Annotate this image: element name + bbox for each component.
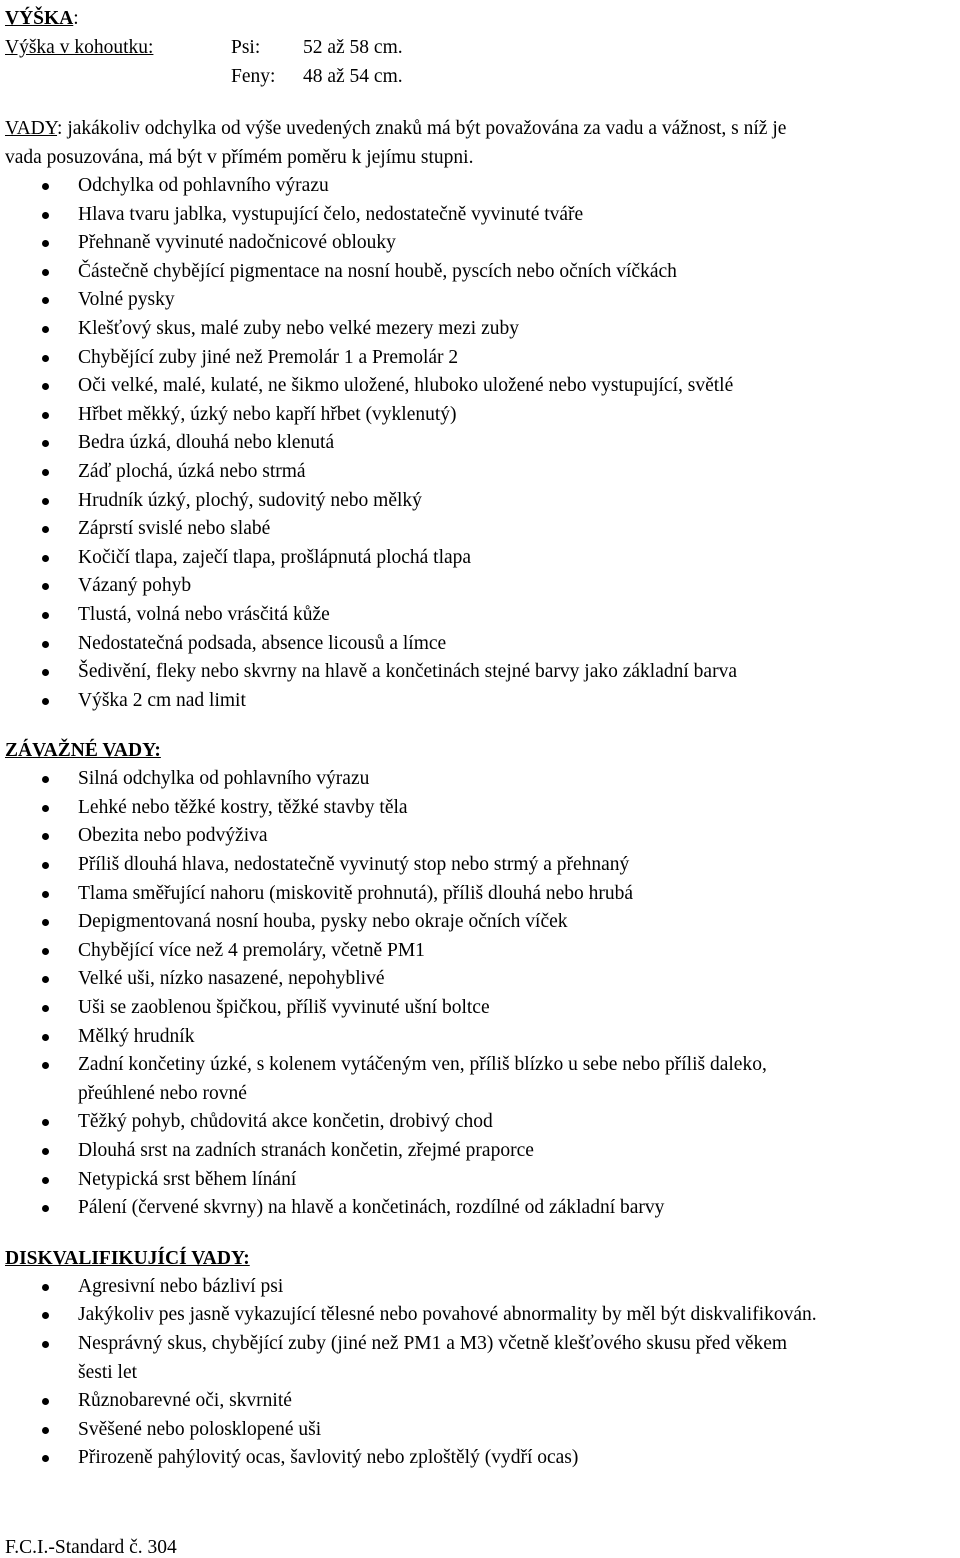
list-item — [5, 937, 960, 966]
list-item — [5, 851, 960, 880]
list-item — [5, 458, 960, 487]
bullet-icon — [42, 412, 49, 419]
bullet-icon — [42, 1119, 49, 1126]
bullet-icon — [42, 948, 49, 955]
list-item — [5, 372, 960, 401]
list-item — [5, 572, 960, 601]
list-item-text: Silná odchylka od pohlavního výrazu — [78, 768, 370, 790]
list-item-text: Příliš dlouhá hlava, nedostatečně vyvinutý stop nebo strmý a přehnaný — [78, 854, 630, 876]
bullet-icon — [42, 1312, 49, 1319]
bullet-icon — [42, 269, 49, 276]
list-item-text: Svěšené nebo polosklopené uši — [78, 1418, 322, 1440]
bullet-icon — [42, 641, 49, 648]
list-item-text: Těžký pohyb, chůdovitá akce končetin, drobivý chod — [78, 1111, 493, 1133]
list-item-text: Agresivní nebo bázliví psi — [78, 1275, 284, 1297]
disqualifying-faults-list — [5, 1273, 960, 1473]
bullet-icon — [42, 212, 49, 219]
document-page — [5, 4, 960, 1473]
bullet-icon — [42, 1005, 49, 1012]
list-item-text: Hřbet měkký, úzký nebo kapří hřbet (vyklenutý) — [78, 403, 457, 425]
faults-heading: VADY — [5, 118, 58, 139]
list-item — [5, 258, 960, 287]
bullet-icon — [42, 1427, 49, 1434]
list-item — [5, 765, 960, 794]
bullet-icon — [42, 498, 49, 505]
list-item — [5, 1273, 960, 1302]
bullet-icon — [42, 698, 49, 705]
list-item-text: Jakýkoliv pes jasně vykazující tělesné nebo povahové abnormality by měl být diskvalifikován. — [78, 1304, 817, 1326]
list-item-text: Přirozeně pahýlovitý ocas, šavlovitý nebo zploštělý (vydří ocas) — [78, 1447, 579, 1469]
height-label: Výška v kohoutku: — [5, 37, 154, 58]
list-item-text: Částečně chybějící pigmentace na nosní houbě, pyscích nebo očních víčkách — [78, 260, 677, 282]
height-heading-colon: : — [73, 8, 79, 29]
bullet-icon — [42, 891, 49, 898]
bullet-icon — [42, 355, 49, 362]
list-item-text: Pálení (červené skvrny) na hlavě a končetinách, rozdílné od základní barvy — [78, 1197, 665, 1219]
list-item-text: Nesprávný skus, chybějící zuby (jiné než PM1 a M3) včetně klešťového skusu před věkem — [78, 1332, 788, 1354]
bullet-icon — [42, 469, 49, 476]
list-item-text: přeúhlené nebo rovné — [78, 1082, 247, 1104]
bullet-icon — [42, 440, 49, 447]
list-item — [5, 487, 960, 516]
bullet-icon — [42, 1034, 49, 1041]
bullet-icon — [42, 183, 49, 190]
list-item-text: Dlouhá srst na zadních stranách končetin, zřejmé praporce — [78, 1140, 534, 1161]
list-item — [5, 201, 960, 230]
bullet-icon — [42, 383, 49, 390]
list-item-text: šesti let — [78, 1361, 138, 1383]
bullet-icon — [42, 1148, 49, 1155]
list-item-text: Obezita nebo podvýživa — [78, 825, 268, 847]
list-item-text: Velké uši, nízko nasazené, nepohyblivé — [78, 968, 385, 990]
list-item — [5, 880, 960, 909]
list-item-text: Výška 2 cm nad limit — [78, 689, 246, 711]
bullet-icon — [42, 1455, 49, 1462]
list-item — [5, 1301, 960, 1330]
list-item — [5, 315, 960, 344]
bullet-icon — [42, 583, 49, 590]
bullet-icon — [42, 776, 49, 783]
faults-intro-line1: : jakákoliv odchylka od výše uvedených znaků má být považována za vadu a vážnost, s níž je — [57, 118, 787, 139]
list-item — [5, 601, 960, 630]
list-item — [5, 515, 960, 544]
list-item-text: Různobarevné oči, skvrnité — [78, 1390, 292, 1412]
list-item-text: Lehké nebo těžké kostry, těžké stavby těla — [78, 796, 408, 818]
list-item — [5, 1023, 960, 1052]
list-item-text: Klešťový skus, malé zuby nebo velké mezery mezi zuby — [78, 317, 519, 339]
list-item — [5, 1194, 960, 1223]
disqualifying-faults-heading: DISKVALIFIKUJÍCÍ VADY: — [5, 1247, 250, 1269]
bullet-icon — [42, 919, 49, 926]
bullet-icon — [42, 976, 49, 983]
bullet-icon — [42, 326, 49, 333]
list-item — [5, 794, 960, 823]
list-item-text: Oči velké, malé, kulaté, ne šikmo uložené, hluboko uložené nebo vystupující, světlé — [78, 375, 734, 397]
list-item — [5, 994, 960, 1023]
faults-list — [5, 172, 960, 715]
height-sex-female: Feny: — [231, 66, 276, 87]
list-item-text: Vázaný pohyb — [78, 575, 192, 597]
list-item — [5, 1051, 960, 1108]
list-item — [5, 1387, 960, 1416]
list-item-text: Mělký hrudník — [78, 1025, 195, 1047]
list-item — [5, 965, 960, 994]
list-item-text: Chybějící zuby jiné než Premolár 1 a Premolár 2 — [78, 346, 459, 368]
list-item — [5, 1444, 960, 1473]
list-item-text: Depigmentovaná nosní houba, pysky nebo okraje očních víček — [78, 911, 568, 933]
height-sex-male: Psi: — [231, 37, 261, 58]
height-heading: VÝŠKA — [5, 8, 74, 29]
list-item — [5, 1137, 960, 1166]
list-item-text: Šedivění, fleky nebo skvrny na hlavě a končetinách stejné barvy jako základní barva — [78, 661, 737, 683]
list-item-text: Hrudník úzký, plochý, sudovitý nebo mělký — [78, 489, 422, 511]
list-item — [5, 658, 960, 687]
bullet-icon — [42, 297, 49, 304]
list-item-text: Netypická srst během línání — [78, 1168, 297, 1190]
height-value-female: 48 až 54 cm. — [303, 66, 403, 87]
faults-intro — [5, 114, 960, 172]
list-item-text: Tlustá, volná nebo vrásčitá kůže — [78, 603, 330, 625]
bullet-icon — [42, 833, 49, 840]
serious-faults-heading: ZÁVAŽNÉ VADY: — [5, 740, 161, 762]
list-item-text: Kočičí tlapa, zaječí tlapa, prošlápnutá plochá tlapa — [78, 546, 472, 568]
bullet-icon — [42, 240, 49, 247]
bullet-icon — [42, 555, 49, 562]
list-item — [5, 1330, 960, 1387]
list-item-text: Tlama směřující nahoru (miskovitě prohnutá), příliš dlouhá nebo hrubá — [78, 882, 634, 904]
list-item — [5, 687, 960, 716]
list-item — [5, 229, 960, 258]
list-item — [5, 344, 960, 373]
list-item — [5, 286, 960, 315]
list-item-text: Volné pysky — [78, 289, 175, 311]
list-item — [5, 1166, 960, 1195]
list-item-text: Zadní končetiny úzké, s kolenem vytáčeným ven, příliš blízko u sebe nebo příliš daleko, — [78, 1054, 767, 1076]
bullet-icon — [42, 1341, 49, 1348]
list-item — [5, 630, 960, 659]
faults-intro-line2: vada posuzována, má být v přímém poměru k jejímu stupni. — [5, 147, 474, 168]
list-item-text: Přehnaně vyvinuté nadočnicové oblouky — [78, 232, 396, 254]
bullet-icon — [42, 526, 49, 533]
bullet-icon — [42, 1062, 49, 1069]
list-item — [5, 1108, 960, 1137]
list-item-text: Nedostatečná podsada, absence licousů a límce — [78, 632, 447, 654]
list-item-text: Odchylka od pohlavního výrazu — [78, 175, 329, 196]
list-item — [5, 172, 960, 201]
bullet-icon — [42, 1284, 49, 1291]
list-item — [5, 908, 960, 937]
bullet-icon — [42, 1177, 49, 1184]
list-item — [5, 1416, 960, 1445]
list-item — [5, 822, 960, 851]
bullet-icon — [42, 1398, 49, 1405]
list-item-text: Záď plochá, úzká nebo strmá — [78, 460, 306, 482]
list-item-text: Hlava tvaru jablka, vystupující čelo, nedostatečně vyvinuté tváře — [78, 203, 584, 225]
list-item-text: Chybějící více než 4 premoláry, včetně PM1 — [78, 939, 425, 961]
bullet-icon — [42, 805, 49, 812]
list-item — [5, 401, 960, 430]
bullet-icon — [42, 669, 49, 676]
bullet-icon — [42, 1205, 49, 1212]
height-heading-line — [5, 4, 960, 33]
height-table — [5, 33, 960, 91]
footer-standard-number: F.C.I.-Standard č. 304 — [5, 1537, 177, 1558]
serious-faults-list — [5, 765, 960, 1223]
list-item-text: Uši se zaoblenou špičkou, příliš vyvinuté ušní boltce — [78, 997, 490, 1019]
height-value-male: 52 až 58 cm. — [303, 37, 403, 58]
bullet-icon — [42, 612, 49, 619]
list-item — [5, 429, 960, 458]
list-item-text: Záprstí svislé nebo slabé — [78, 518, 271, 540]
list-item — [5, 544, 960, 573]
bullet-icon — [42, 862, 49, 869]
list-item-text: Bedra úzká, dlouhá nebo klenutá — [78, 432, 335, 454]
